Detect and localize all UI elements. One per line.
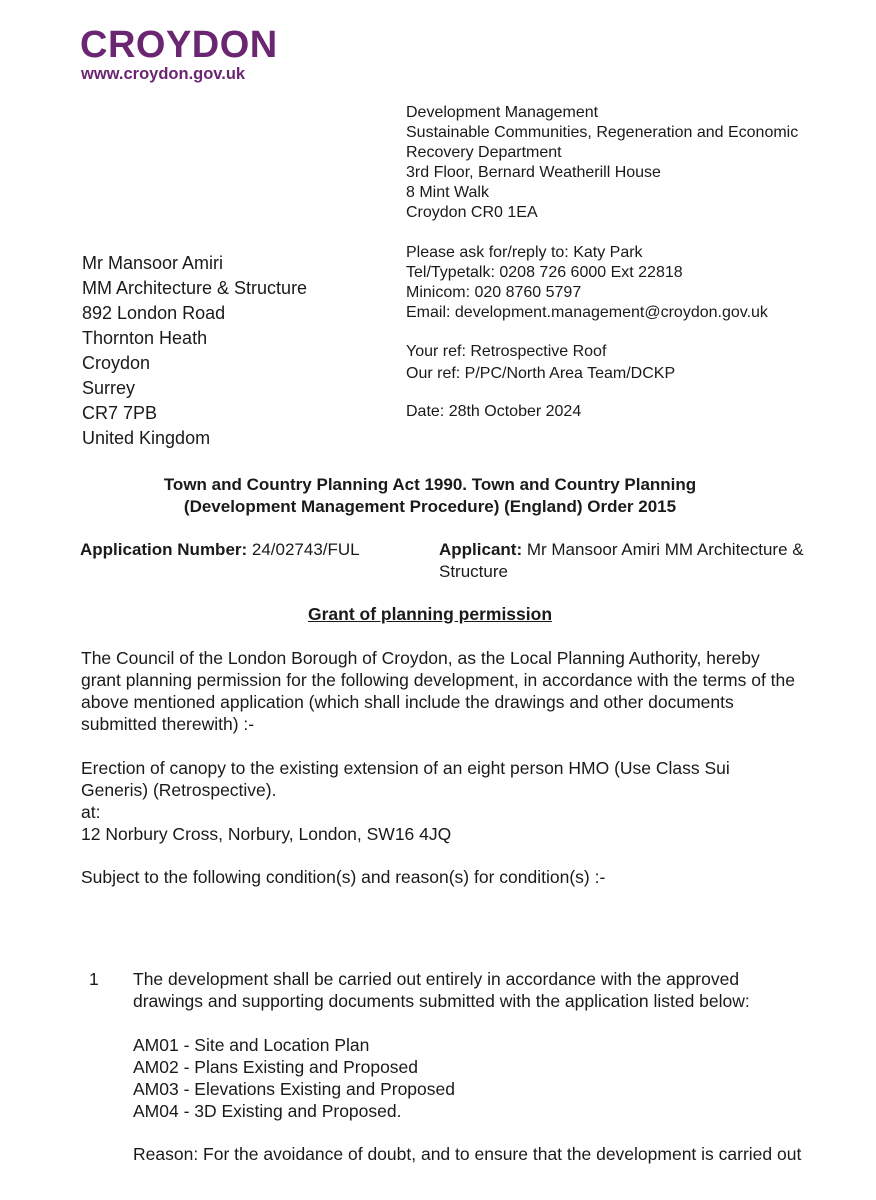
- recipient-street: 892 London Road: [82, 303, 226, 323]
- croydon-logo-url: www.croydon.gov.uk: [81, 65, 246, 83]
- recipient-postcode: CR7 7PB: [82, 403, 158, 423]
- croydon-logo-wordmark: CROYDON: [80, 24, 278, 66]
- condition-number: 1: [89, 969, 99, 989]
- recipient-country: United Kingdom: [82, 428, 211, 448]
- recipient-locality: Thornton Heath: [82, 328, 208, 348]
- contact-email: Email: development.management@croydon.gov.uk: [406, 304, 768, 321]
- contact-minicom: Minicom: 020 8760 5797: [406, 284, 582, 301]
- sender-department-address: [406, 103, 798, 223]
- recipient-company: MM Architecture & Structure: [82, 278, 308, 298]
- grant-title: Grant of planning permission: [307, 604, 553, 624]
- at-label: at:: [81, 802, 101, 822]
- address-line: Croydon CR0 1EA: [406, 204, 538, 221]
- contact-phone: Tel/Typetalk: 0208 726 6000 Ext 22818: [406, 264, 683, 281]
- development-description: Erection of canopy to the existing extension of an eight person HMO (Use Class Sui Generis) (Retrospective).: [81, 758, 730, 800]
- your-reference: Your ref: Retrospective Roof: [406, 343, 607, 360]
- drawing-item: AM03 - Elevations Existing and Proposed: [133, 1079, 455, 1099]
- address-line: 8 Mint Walk: [406, 184, 489, 201]
- intro-paragraph: The Council of the London Borough of Croydon, as the Local Planning Authority, hereby grant planning permission for the following development, in accordance with the terms of the above mentioned application (which shall include the drawings and other documents submitted therewith) :-: [81, 648, 796, 734]
- condition-text: The development shall be carried out entirely in accordance with the approved drawings and supporting documents submitted with the application listed below:: [133, 969, 750, 1011]
- condition-reason: Reason: For the avoidance of doubt, and to ensure that the development is carried out: [133, 1144, 802, 1164]
- our-reference: Our ref: P/PC/North Area Team/DCKP: [406, 365, 676, 382]
- address-line: Development Management: [406, 104, 599, 121]
- reference-block: [406, 341, 675, 385]
- drawing-item: AM01 - Site and Location Plan: [133, 1035, 370, 1055]
- letter-date: Date: 28th October 2024: [406, 403, 582, 420]
- contact-person: Please ask for/reply to: Katy Park: [406, 244, 643, 261]
- drawing-item: AM04 - 3D Existing and Proposed.: [133, 1101, 402, 1121]
- act-title-line-1: Town and Country Planning Act 1990. Town and Country Planning: [163, 475, 697, 494]
- address-line: 3rd Floor, Bernard Weatherill House: [406, 164, 661, 181]
- applicant-label: Applicant:: [439, 540, 523, 559]
- recipient-address: [82, 251, 307, 451]
- site-address: 12 Norbury Cross, Norbury, London, SW16 4JQ: [81, 824, 452, 844]
- recipient-town: Croydon: [82, 353, 151, 373]
- recipient-county: Surrey: [82, 378, 136, 398]
- conditions-intro: Subject to the following condition(s) and reason(s) for condition(s) :-: [81, 867, 606, 887]
- application-number-value: 24/02743/FUL: [247, 540, 360, 559]
- drawing-item: AM02 - Plans Existing and Proposed: [133, 1057, 419, 1077]
- act-title: [80, 474, 780, 518]
- application-number-label: Application Number:: [80, 540, 248, 559]
- address-line: Recovery Department: [406, 144, 562, 161]
- address-line: Sustainable Communities, Regeneration and Economic: [406, 124, 799, 141]
- act-title-line-2: (Development Management Procedure) (England) Order 2015: [183, 497, 677, 516]
- recipient-name: Mr Mansoor Amiri: [82, 253, 224, 273]
- sender-contact-details: [406, 243, 768, 323]
- application-number: [80, 539, 360, 561]
- approved-drawings-list: [133, 1034, 863, 1122]
- applicant: [439, 539, 839, 583]
- applicant-value: Mr Mansoor Amiri MM Architecture & Structure: [439, 540, 804, 581]
